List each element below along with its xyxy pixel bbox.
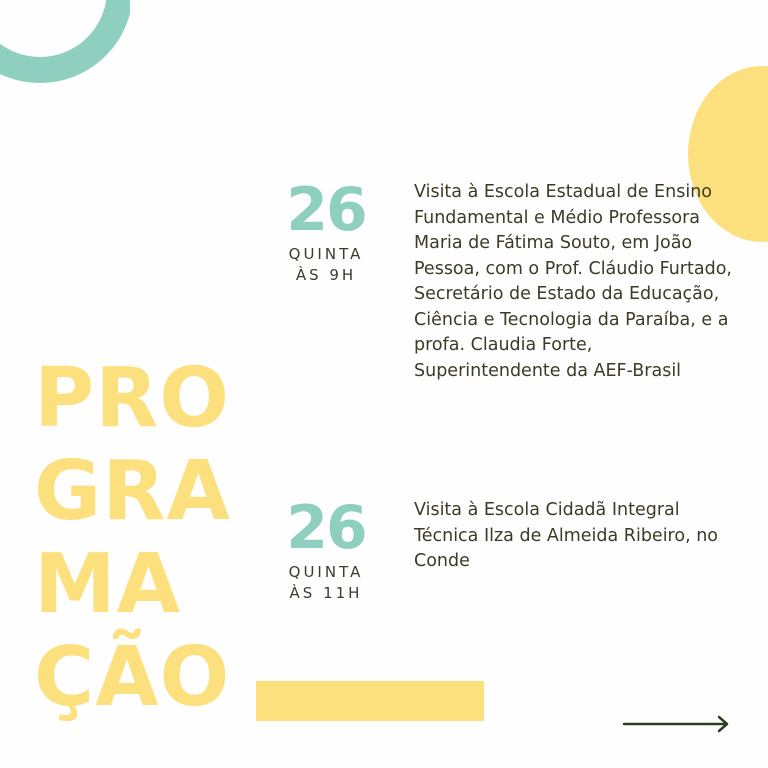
arrow-right-icon[interactable] (622, 714, 732, 734)
teal-arc-decoration (0, 0, 130, 95)
event-time: ÀS 9H (295, 266, 357, 284)
teal-ring (0, 0, 120, 70)
event-day: 26 (286, 175, 366, 245)
event-description: Visita à Escola Cidadã Integral Técnica Ilza de Almeida Ribeiro, no Conde (414, 500, 719, 571)
yellow-bar-decoration (256, 681, 484, 721)
event-weekday: QUINTA (288, 563, 364, 581)
programacao-title (34, 352, 231, 724)
event-weekday: QUINTA (288, 245, 364, 263)
event-date (278, 493, 374, 604)
event-description: Visita à Escola Estadual de Ensino Fundamental e Médio Professora Maria de Fátima Souto, em João Pessoa, com o Prof. Cláudio Furtado, Secretário de Estado da Educação, Ciência e Tecnologia da Paraíba, e a profa. Claudia Forte, Superintendente da AEF-Brasil (414, 182, 732, 381)
title-line-2: GRA (34, 444, 231, 539)
title-line-4: ÇÃO (34, 630, 231, 725)
event-date (278, 175, 374, 286)
event-time: ÀS 11H (289, 584, 363, 602)
event-day: 26 (286, 493, 366, 563)
title-line-3: MA (34, 537, 182, 632)
title-line-1: PRO (34, 351, 230, 446)
